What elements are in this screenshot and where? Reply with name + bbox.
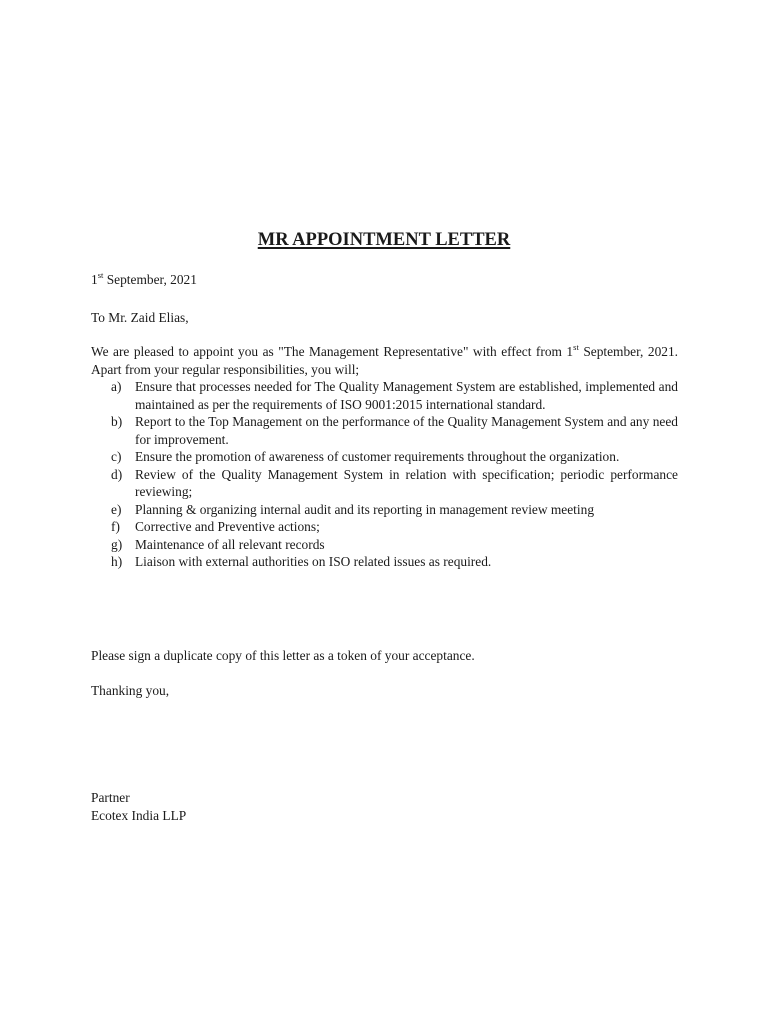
- duty-item: [91, 378, 678, 413]
- duty-text: Review of the Quality Management System in relation with specification; periodic performance reviewing;: [135, 466, 678, 499]
- duty-marker: e): [111, 501, 122, 517]
- letter-date: [91, 271, 678, 289]
- signatory-title: Partner: [91, 790, 130, 805]
- duty-text: Corrective and Preventive actions;: [135, 519, 320, 534]
- closing-line: Thanking you,: [91, 683, 170, 698]
- duty-marker: b): [111, 414, 123, 429]
- duty-marker: d): [111, 466, 123, 482]
- duty-marker: c): [111, 449, 122, 464]
- duty-item: [91, 448, 678, 466]
- acceptance-request: Please sign a duplicate copy of this letter as a token of your acceptance.: [91, 648, 475, 663]
- duty-marker: h): [111, 554, 123, 569]
- duty-text: Ensure that processes needed for The Quality Management System are established, implemented and maintained as per the requirements of ISO 9001:2015 international standard.: [135, 379, 678, 412]
- duty-text: Planning & organizing internal audit and its reporting in management review meeting: [135, 501, 595, 517]
- duty-text: Report to the Top Management on the performance of the Quality Management System and any need for improvement.: [135, 414, 678, 447]
- signatory-company: Ecotex India LLP: [91, 808, 187, 823]
- date-day-suffix: st: [97, 269, 104, 280]
- duty-item: [91, 413, 678, 448]
- date-month-year: September, 2021: [103, 272, 197, 287]
- duty-item: [91, 518, 678, 536]
- duty-marker: g): [111, 536, 123, 552]
- intro-paragraph: [91, 343, 678, 378]
- duty-marker: a): [111, 379, 122, 394]
- duties-list: [91, 378, 678, 571]
- duty-item: [91, 536, 678, 554]
- duty-text: Ensure the promotion of awareness of customer requirements throughout the organization.: [135, 449, 620, 464]
- salutation: To Mr. Zaid Elias,: [91, 310, 189, 325]
- duty-marker: f): [111, 519, 120, 534]
- duty-text: Maintenance of all relevant records: [135, 536, 325, 552]
- duty-text: Liaison with external authorities on ISO related issues as required.: [135, 554, 492, 569]
- duty-item: [91, 466, 678, 501]
- date-day: 1: [91, 272, 98, 287]
- intro-text-part2: September, 2021. Apart from your regular responsibilities, you will;: [91, 344, 679, 377]
- letter-title: MR APPOINTMENT LETTER: [257, 230, 511, 250]
- duty-item: [91, 501, 678, 519]
- intro-text-part1: We are pleased to appoint you as "The Management Representative" with effect from 1: [91, 344, 574, 359]
- duty-item: [91, 553, 678, 571]
- intro-date-suffix: st: [573, 341, 579, 352]
